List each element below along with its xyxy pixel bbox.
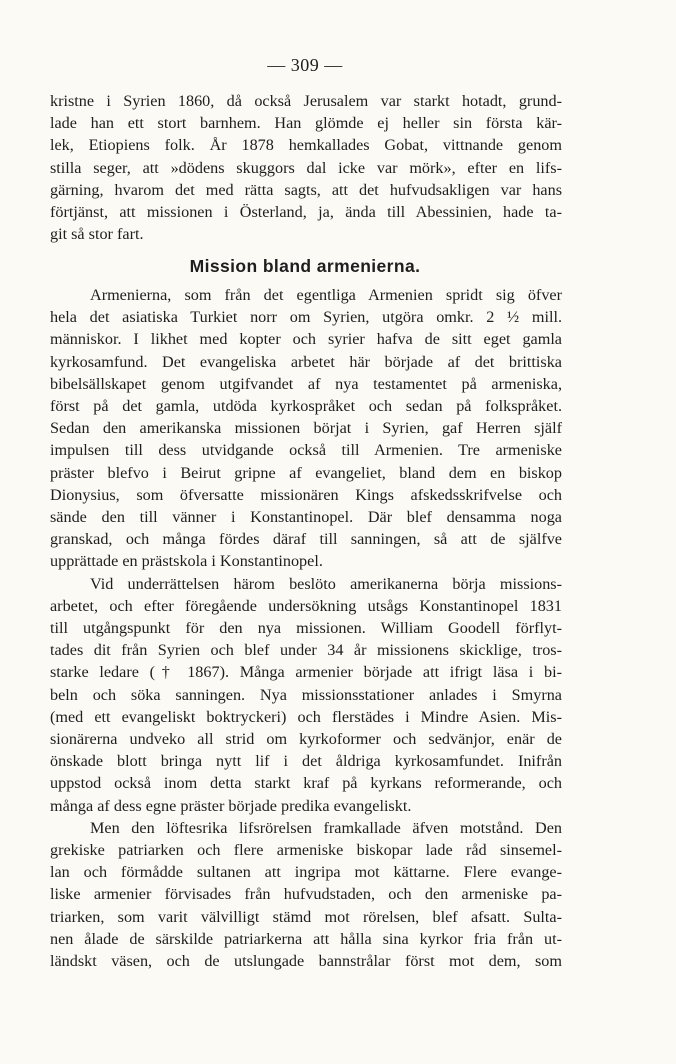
text-line: först på det gamla, utdöda kyrkospråket och sedan på folkspråket.	[50, 397, 562, 416]
text-line: hela det asiatiska Turkiet norr om Syrien, utgöra omkr. 2 ½ mill.	[50, 308, 562, 327]
text-line: impulsen till dess utvidgande också till Armenien. Tre armeniske	[50, 441, 562, 460]
text-line: kyrkosamfund. Det evangeliska arbetet här började af det brittiska	[50, 352, 562, 371]
text-line: starke ledare († 1867). Många armenier började att ifrigt läsa i bi-	[50, 663, 562, 682]
section-heading: Mission bland armenierna.	[189, 256, 421, 276]
text-line: präster blefvo i Beirut gripne af evangeliet, bland dem en biskop	[50, 463, 562, 482]
text-line: beln och söka sanningen. Nya missionsstationer anlades i Smyrna	[50, 685, 562, 704]
text-line: Men den löftesrika lifsrörelsen framkallade äfven motstånd. Den	[90, 818, 562, 837]
text-line: sionärerna undveko all strid om kyrkoformer och sedvänjor, enär de	[50, 730, 562, 749]
text-line: ländskt väsen, och de utslungade bannstrålar först mot dem, som	[50, 952, 562, 971]
text-line: förtjänst, att missionen i Österland, ja, ända till Abessinien, hade ta-	[50, 203, 562, 222]
text-line: många af dess egne präster började predika evangeliskt.	[50, 796, 412, 815]
section-body	[50, 284, 562, 972]
text-line: lade han ett stort barnhem. Han glömde ej heller sin första kär-	[50, 114, 562, 133]
text-line: gärning, hvarom det med rätta sagts, att det hufvudsakligen var hans	[50, 180, 562, 199]
text-line: granskad, och många fördes däraf till sanningen, så att de själfve	[50, 530, 562, 549]
text-line: tades dit från Syrien och blef under 34 år missionens skicklige, tros-	[50, 641, 562, 660]
text-line: bibelsällskapet genom utgifvandet af nya testamentet på armeniska,	[50, 374, 562, 393]
text-line: arbetet, och efter föregående undersökning utsågs Konstantinopel 1831	[50, 596, 562, 615]
text-line: lan och förmådde sultanen att ingripa mot kättarne. Flere evange-	[50, 863, 562, 882]
text-line: liske armenier förvisades från hufvudstaden, och den armeniske pa-	[50, 885, 562, 904]
intro-paragraph	[50, 90, 562, 245]
text-line: grekiske patriarken och flere armeniske biskopar lade råd sinsemel-	[50, 841, 562, 860]
text-line: önskade blott bringa nytt lif i det åldriga kyrkosamfundet. Inifrån	[50, 752, 562, 771]
text-line: nen ålade de särskilde patriarkerna att hålla sina kyrkor fria från ut-	[50, 929, 562, 948]
text-line: upprättade en prästskola i Konstantinopel.	[50, 552, 323, 571]
text-line: triarken, som varit välvilligt stämd mot rörelsen, blef afsatt. Sulta-	[50, 907, 562, 926]
text-line: till utgångspunkt för den nya missionen. William Goodell förflyt-	[50, 619, 562, 638]
text-line: lek, Etiopiens folk. År 1878 hemkallades Gobat, vittnande genom	[50, 136, 562, 155]
text-line: kristne i Syrien 1860, då också Jerusalem var starkt hotadt, grund-	[50, 92, 562, 110]
page-number: — 309 —	[267, 55, 343, 75]
text-line: Armenierna, som från det egentliga Armenien spridt sig öfver	[90, 286, 562, 304]
text-line: sände den till vänner i Konstantinopel. Där blef densamma noga	[50, 508, 562, 527]
text-line: Dionysius, som öfversatte missionären Kings afskedsskrifvelse och	[50, 485, 562, 504]
text-line: Vid underrättelsen härom beslöto amerikanerna börja missions-	[90, 574, 562, 593]
text-line: git så stor fart.	[50, 225, 144, 244]
text-line: Sedan den amerikanska missionen börjat i Syrien, gaf Herren själf	[50, 419, 562, 438]
text-line: människor. I likhet med kopter och syrier hafva de sitt eget gamla	[50, 330, 562, 349]
text-line: (med ett evangeliskt boktryckeri) och flerstädes i Mindre Asien. Mis-	[50, 707, 562, 726]
text-line: uppstod också inom detta starkt kraf på kyrkans reformerande, och	[50, 774, 562, 793]
text-line: stilla seger, att »dödens skuggors dal icke var mörk», efter en lifs-	[50, 158, 562, 177]
